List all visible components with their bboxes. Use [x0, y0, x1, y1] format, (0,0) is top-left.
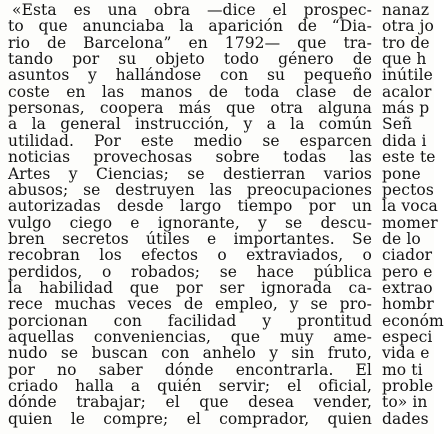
article-text-line: dónde trabajar; el que desea vender,	[8, 393, 372, 412]
adjacent-column-text-line: pone	[382, 164, 421, 183]
adjacent-column-text-line: económ	[382, 311, 444, 330]
adjacent-column-text-line: to» in	[382, 393, 428, 412]
adjacent-column-text-line: más p	[382, 99, 430, 118]
adjacent-column-text-line: otra jo	[382, 17, 434, 36]
article-text-line: abusos; se destruyen las preocupaciones	[8, 180, 372, 199]
article-text-line: porcionan con facilidad y prontitud	[8, 311, 372, 330]
adjacent-column-text-line: dida i	[382, 131, 427, 150]
article-text-line: autorizadas desde largo tiempo por un	[8, 197, 372, 216]
adjacent-column-text-line: proble	[382, 377, 434, 396]
adjacent-column-text-line: pero e	[382, 262, 433, 281]
article-text-line: noticias provechosas sobre todas las	[8, 148, 372, 167]
article-text-line: bren secretos útiles e importantes. Se	[8, 229, 372, 248]
article-text-line: rece muchas veces de empleo, y se pro-	[8, 295, 372, 314]
article-text-line: quien le compre; el comprador, quien	[8, 409, 372, 428]
adjacent-column-text-line: que h	[382, 50, 427, 69]
adjacent-column-text-line: Señ	[382, 115, 413, 134]
article-text-line: personas, coopera más que otra alguna	[8, 99, 372, 118]
adjacent-column-text-line: tro de	[382, 33, 430, 52]
adjacent-column-text-line: este te	[382, 148, 436, 167]
article-text-line: recobran los efectos o extraviados, o	[8, 246, 372, 265]
article-text-line: utilidad. Por este medio se esparcen	[8, 131, 372, 150]
article-text-line: la habilidad que por ser ignorada ca-	[8, 278, 372, 297]
article-text-line: Artes y Ciencias; se destierran varios	[8, 164, 372, 183]
article-text-line: a la general instrucción, y a la común	[8, 115, 372, 134]
adjacent-column-text-line: dades	[382, 409, 429, 428]
adjacent-column-text-line: hombr	[382, 295, 434, 314]
adjacent-column-fragment	[380, 0, 444, 434]
article-text-line: coste en las manos de toda clase de	[8, 82, 372, 101]
adjacent-column-text-line: nanaz	[382, 1, 430, 19]
adjacent-column-text-line: pectos	[382, 180, 434, 199]
article-text-line: to que anunciaba la aparición de “Dia-	[8, 17, 372, 36]
adjacent-column-text-line: mo ti	[382, 360, 423, 379]
article-text-line: por no saber dónde encontrarla. El	[8, 360, 372, 379]
article-text-line: rio de Barcelona” en 1792— que tra-	[8, 33, 372, 52]
article-text-line: criado halla a quién servir; el oficial,	[8, 377, 372, 396]
adjacent-column-text-line: especi	[382, 328, 433, 346]
adjacent-column-text-line: acalor	[382, 82, 432, 101]
adjacent-column-text-line: ciador	[382, 246, 433, 265]
article-text-line: nudo se buscan con anhelo y sin fruto,	[8, 344, 372, 363]
adjacent-column-text-line: momer	[382, 213, 438, 232]
article-text-line: perdidos, o robados; se hace pública	[8, 262, 372, 281]
adjacent-column-text-line: vida e	[382, 344, 430, 363]
adjacent-column-text-line: extrao	[382, 278, 433, 297]
article-text-line: tando por su objeto todo género de	[8, 50, 372, 69]
article-text-line: asuntos y hallándose con su pequeño	[8, 66, 372, 85]
article-text-line: «Esta es una obra —dice el prospec-	[12, 1, 372, 19]
article-text-line: aquellas conveniencias, que muy ame-	[8, 328, 372, 346]
adjacent-column-text-line: la voca	[382, 197, 438, 216]
adjacent-column-text-line: de lo	[382, 229, 421, 248]
article-text-line: vulgo ciego e ignorante, y se descu-	[8, 213, 372, 232]
adjacent-column-text-line: inútile	[382, 66, 433, 85]
